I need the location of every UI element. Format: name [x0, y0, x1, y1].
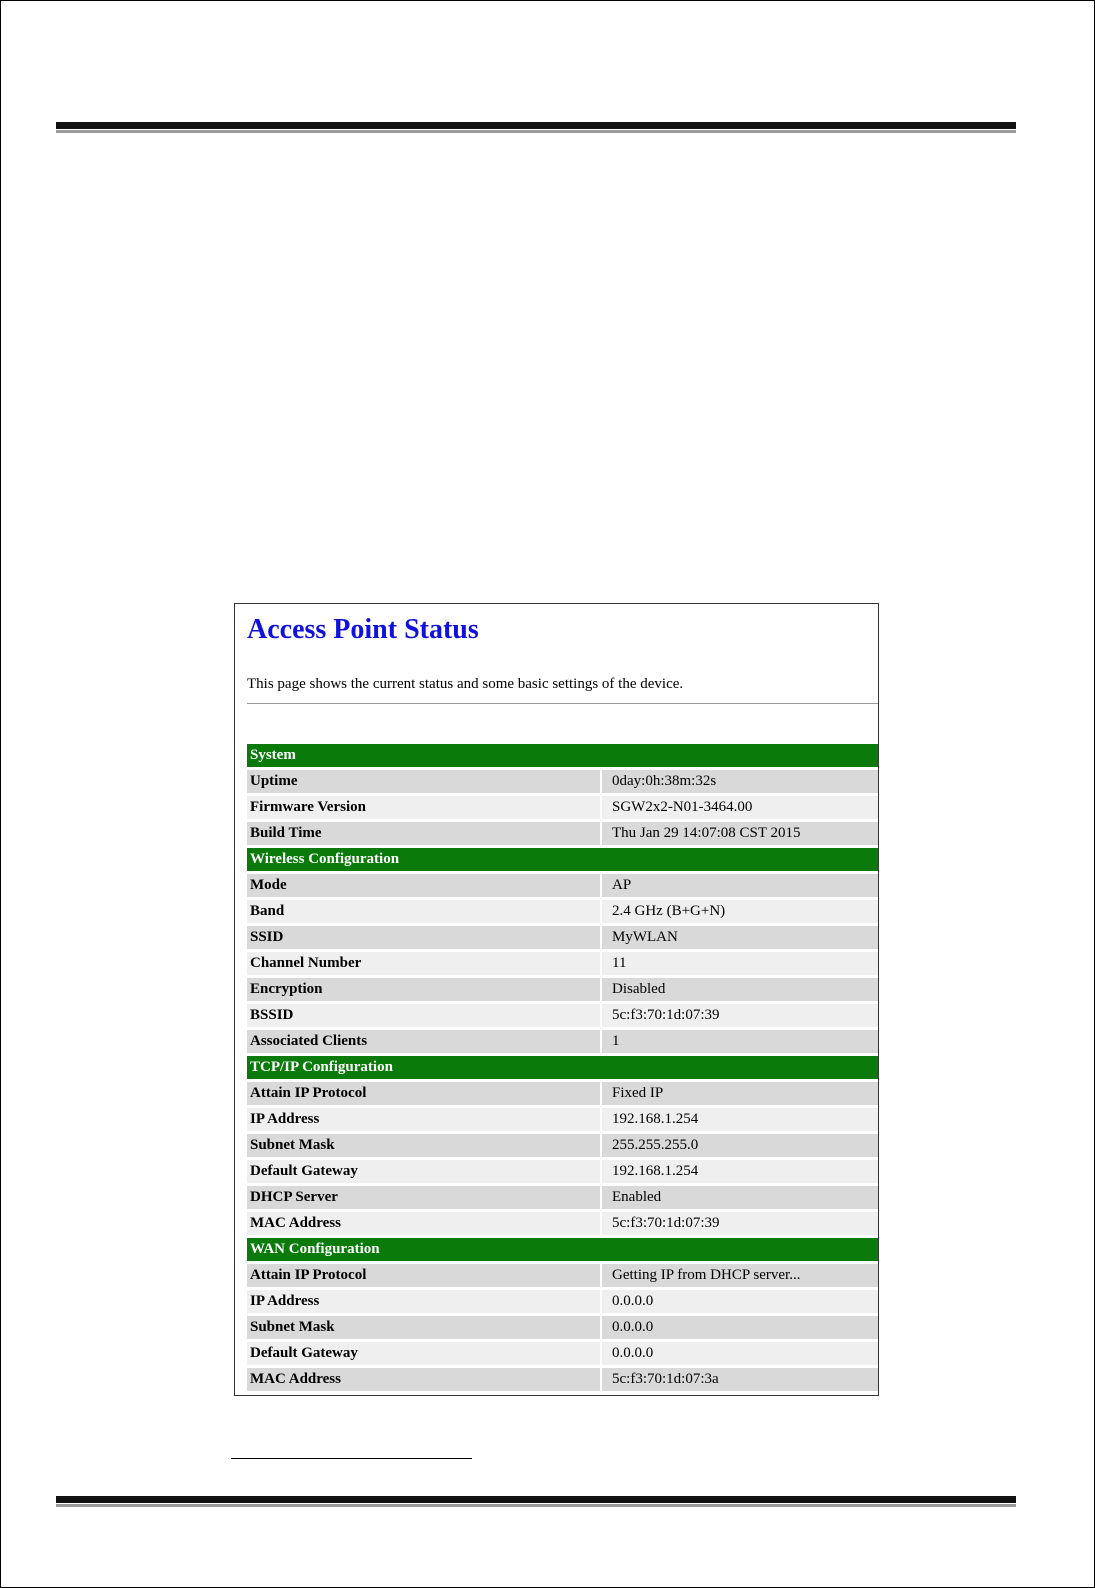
access-point-status-screenshot — [234, 603, 879, 1396]
row-label: SSID — [247, 926, 600, 949]
row-value: 11 — [602, 952, 878, 975]
row-value: 5c:f3:70:1d:07:39 — [602, 1004, 878, 1027]
row-value: SGW2x2-N01-3464.00 — [602, 796, 878, 819]
row-value: 5c:f3:70:1d:07:39 — [602, 1212, 878, 1235]
section-header-wan-configuration: WAN Configuration — [247, 1238, 878, 1261]
row-value: 0.0.0.0 — [602, 1290, 878, 1313]
footnote-separator — [231, 1458, 472, 1459]
table-row — [247, 900, 878, 923]
table-row — [247, 1316, 878, 1339]
header-rule — [56, 122, 1016, 133]
row-value: Enabled — [602, 1186, 878, 1209]
row-label: Build Time — [247, 822, 600, 845]
section-header-wireless-configuration: Wireless Configuration — [247, 848, 878, 871]
status-table — [247, 744, 878, 1394]
row-label: Associated Clients — [247, 1030, 600, 1053]
row-value: 2.4 GHz (B+G+N) — [602, 900, 878, 923]
page-description: This page shows the current status and some basic settings of the device. — [247, 676, 684, 692]
row-label: Uptime — [247, 770, 600, 793]
table-row — [247, 796, 878, 819]
row-value: AP — [602, 874, 878, 897]
row-label: Attain IP Protocol — [247, 1082, 600, 1105]
row-value: 255.255.255.0 — [602, 1134, 878, 1157]
table-row — [247, 1342, 878, 1365]
table-row — [247, 952, 878, 975]
divider — [247, 703, 878, 704]
row-value: 1 — [602, 1030, 878, 1053]
table-row — [247, 874, 878, 897]
row-value: Disabled — [602, 978, 878, 1001]
section-header-system: System — [247, 744, 878, 767]
row-value: 0.0.0.0 — [602, 1316, 878, 1339]
row-label: Subnet Mask — [247, 1316, 600, 1339]
row-value: 0.0.0.0 — [602, 1342, 878, 1365]
row-value: Getting IP from DHCP server... — [602, 1264, 878, 1287]
table-row — [247, 1290, 878, 1313]
table-row — [247, 926, 878, 949]
row-label: Attain IP Protocol — [247, 1264, 600, 1287]
row-label: Default Gateway — [247, 1160, 600, 1183]
table-row — [247, 770, 878, 793]
row-label: Band — [247, 900, 600, 923]
table-row — [247, 1134, 878, 1157]
row-value: 192.168.1.254 — [602, 1160, 878, 1183]
row-label: Subnet Mask — [247, 1134, 600, 1157]
footer-rule — [56, 1496, 1016, 1507]
row-value: 5c:f3:70:1d:07:3a — [602, 1368, 878, 1391]
row-label: Default Gateway — [247, 1342, 600, 1365]
row-label: Mode — [247, 874, 600, 897]
row-label: MAC Address — [247, 1212, 600, 1235]
row-label: Encryption — [247, 978, 600, 1001]
row-label: IP Address — [247, 1290, 600, 1313]
table-row — [247, 1160, 878, 1183]
table-row — [247, 1108, 878, 1131]
row-value: Fixed IP — [602, 1082, 878, 1105]
row-label: Channel Number — [247, 952, 600, 975]
table-row — [247, 1030, 878, 1053]
page-title: Access Point Status — [247, 614, 479, 645]
row-label: DHCP Server — [247, 1186, 600, 1209]
table-row — [247, 1368, 878, 1391]
row-label: Firmware Version — [247, 796, 600, 819]
section-header-tcp-ip-configuration: TCP/IP Configuration — [247, 1056, 878, 1079]
table-row — [247, 1186, 878, 1209]
table-row — [247, 1004, 878, 1027]
table-row — [247, 1264, 878, 1287]
row-label: BSSID — [247, 1004, 600, 1027]
table-row — [247, 978, 878, 1001]
row-label: MAC Address — [247, 1368, 600, 1391]
table-row — [247, 1082, 878, 1105]
table-row — [247, 1212, 878, 1235]
row-value: Thu Jan 29 14:07:08 CST 2015 — [602, 822, 878, 845]
row-value: 192.168.1.254 — [602, 1108, 878, 1131]
row-label: IP Address — [247, 1108, 600, 1131]
row-value: MyWLAN — [602, 926, 878, 949]
table-row — [247, 822, 878, 845]
row-value: 0day:0h:38m:32s — [602, 770, 878, 793]
